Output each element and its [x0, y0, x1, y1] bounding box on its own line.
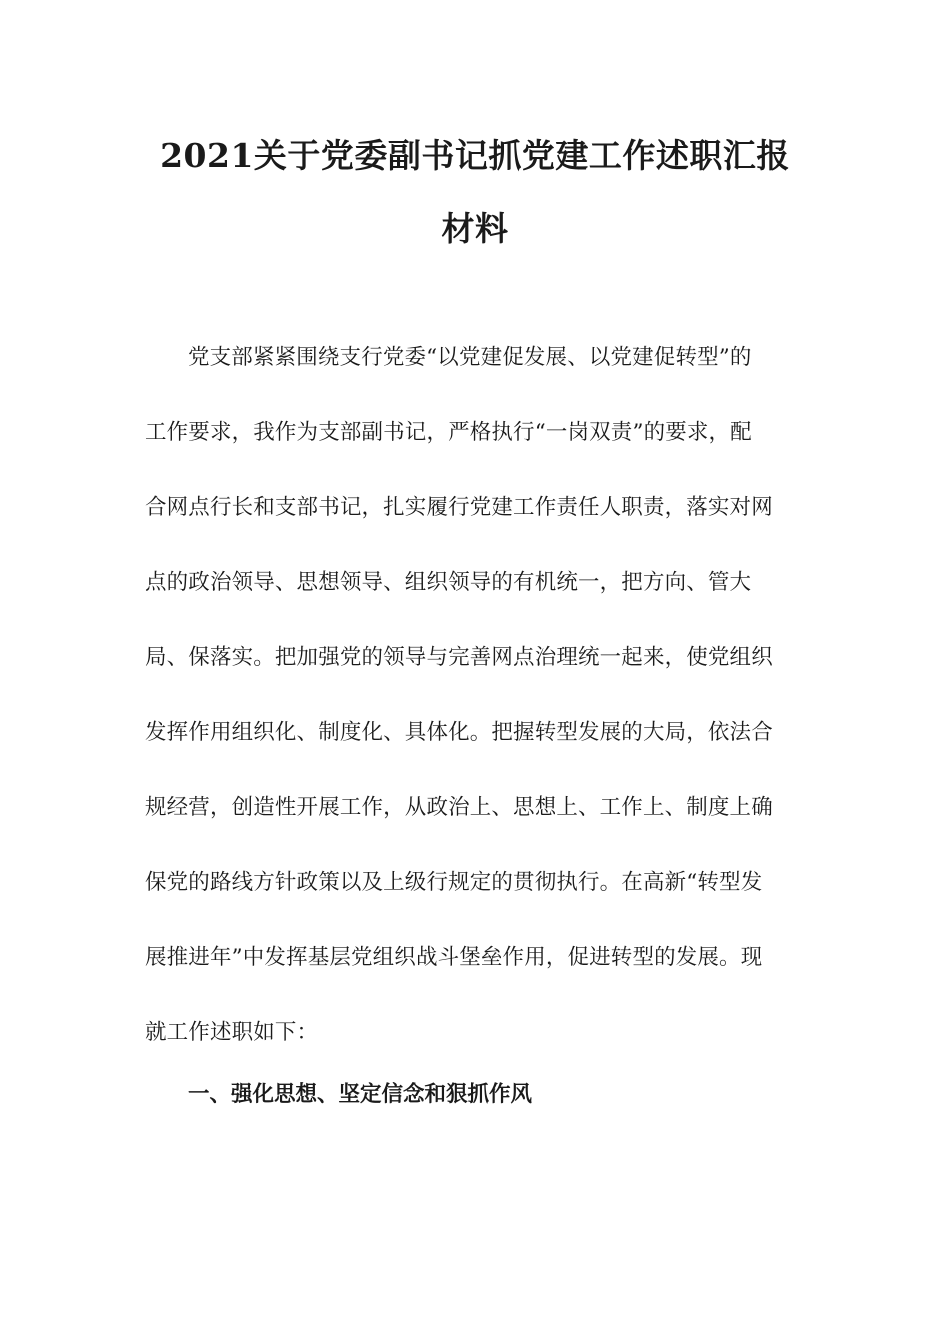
body-line-10: 就工作述职如下： [145, 1020, 319, 1045]
body-line-7: 规经营，创造性开展工作，从政治上、思想上、工作上、制度上确 [145, 795, 773, 820]
body-line-8: 保党的路线方针政策以及上级行规定的贯彻执行。在高新“转型发 [145, 870, 763, 895]
body-line-5: 局、保落实。把加强党的领导与完善网点治理统一起来，使党组织 [145, 645, 773, 670]
section-heading: 一、强化思想、坚定信念和狠抓作风 [188, 1082, 533, 1107]
body-line-6: 发挥作用组织化、制度化、具体化。把握转型发展的大局，依法合 [145, 720, 773, 745]
body-line-9: 展推进年”中发挥基层党组织战斗堡垒作用，促进转型的发展。现 [145, 945, 763, 970]
document-title-line-1: 2021关于党委副书记抓党建工作述职汇报 [160, 136, 790, 175]
body-line-4: 点的政治领导、思想领导、组织领导的有机统一，把方向、管大 [145, 570, 752, 595]
body-line-3: 合网点行长和支部书记，扎实履行党建工作责任人职责，落实对网 [145, 495, 773, 520]
body-line-2: 工作要求，我作为支部副书记，严格执行“一岗双责”的要求，配 [145, 420, 752, 445]
body-line-1: 党支部紧紧围绕支行党委“以党建促发展、以党建促转型”的 [188, 345, 752, 370]
document-title-line-2: 材料 [441, 209, 509, 248]
